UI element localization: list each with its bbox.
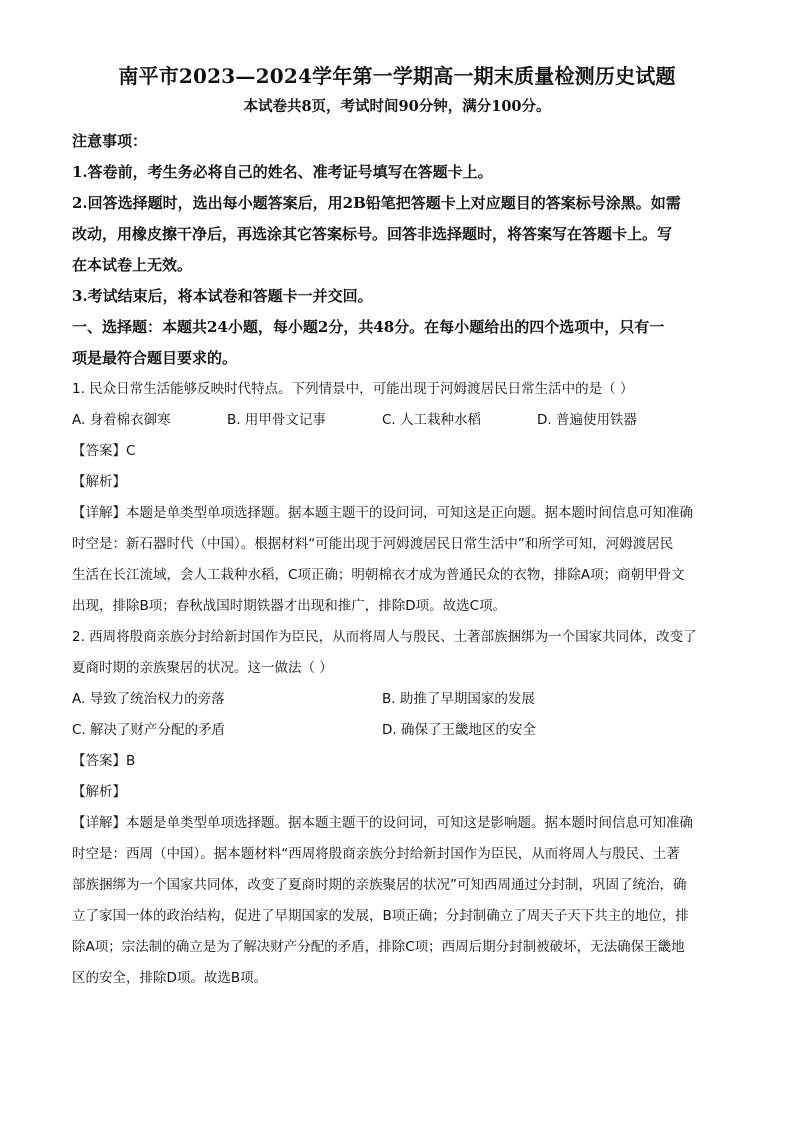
detail-line: 【详解】本题是单类型单项选择题。据本题主题干的设问词，可知这是影响题。据本题时间信息可知准确 bbox=[72, 815, 693, 831]
section-heading-line: 一、选择题：本题共24小题，每小题2分，共48分。在每小题给出的四个选项中，只有一 bbox=[72, 318, 665, 336]
option-d: D. 确保了王畿地区的安全 bbox=[382, 722, 536, 738]
option-c: C. 人工栽种水稻 bbox=[382, 412, 482, 428]
detail-line: 生活在长江流域，会人工栽种水稻，C项正确；明朝棉衣才成为普通民众的衣物，排除A项；商朝甲骨文 bbox=[72, 567, 685, 583]
exam-subtitle: 本试卷共8页，考试时间90分钟，满分100分。 bbox=[243, 98, 551, 115]
options-row bbox=[72, 715, 692, 746]
answer-label: 【答案】B bbox=[72, 753, 136, 769]
notes-heading: 注意事项： bbox=[72, 132, 148, 150]
answer-label: 【答案】C bbox=[72, 443, 136, 459]
question-stem: 夏商时期的亲族聚居的状况。这一做法（ ） bbox=[72, 660, 333, 676]
options-row bbox=[72, 405, 692, 436]
detail-line: 区的安全，排除D项。故选B项。 bbox=[72, 970, 268, 986]
question-1 bbox=[72, 374, 722, 622]
exam-title: 南平市2023—2024学年第一学期高一期末质量检测历史试题 bbox=[118, 64, 676, 88]
notes-item: 在本试卷上无效。 bbox=[72, 256, 193, 274]
option-b: B. 助推了早期国家的发展 bbox=[382, 691, 535, 707]
analysis-label: 【解析】 bbox=[72, 784, 126, 800]
option-a: A. 身着棉衣御寒 bbox=[72, 412, 171, 428]
detail-line: 时空是：新石器时代（中国）。根据材料“可能出现于河姆渡居民日常生活中”和所学可知，河姆渡居民 bbox=[72, 536, 674, 552]
option-b: B. 用甲骨文记事 bbox=[227, 412, 326, 428]
section-heading-line: 项是最符合题目要求的。 bbox=[72, 349, 238, 367]
detail-line: 部族捆绑为一个国家共同体，改变了夏商时期的亲族聚居的状况”可知西周通过分封制，巩固了统治，确 bbox=[72, 877, 687, 893]
question-stem: 2. 西周将殷商亲族分封给新封国作为臣民，从而将周人与殷民、土著部族捆绑为一个国家共同体，改变了 bbox=[72, 629, 697, 645]
detail-line: 时空是：西周（中国）。据本题材料“西周将殷商亲族分封给新封国作为臣民，从而将周人与殷民、土著 bbox=[72, 846, 680, 862]
option-d: D. 普遍使用铁器 bbox=[537, 412, 637, 428]
detail-line: 除A项；宗法制的确立是为了解决财产分配的矛盾，排除C项；西周后期分封制被破坏，无法确保王畿地 bbox=[72, 939, 685, 955]
question-stem: 1. 民众日常生活能够反映时代特点。下列情景中，可能出现于河姆渡居民日常生活中的是（ ） bbox=[72, 381, 634, 397]
option-c: C. 解决了财产分配的矛盾 bbox=[72, 722, 226, 738]
notes-item: 1.答卷前，考生务必将自己的姓名、准考证号填写在答题卡上。 bbox=[72, 163, 493, 181]
notes-item: 改动，用橡皮擦干净后，再选涂其它答案标号。回答非选择题时，将答案写在答题卡上。写 bbox=[72, 225, 673, 243]
options-row bbox=[72, 684, 692, 715]
analysis-label: 【解析】 bbox=[72, 474, 126, 490]
notes-item: 3.考试结束后，将本试卷和答题卡一并交回。 bbox=[72, 287, 373, 305]
detail-line: 【详解】本题是单类型单项选择题。据本题主题干的设问词，可知这是正向题。据本题时间信息可知准确 bbox=[72, 505, 693, 521]
detail-line: 立了家国一体的政治结构，促进了早期国家的发展，B项正确；分封制确立了周天子天下共主的地位，排 bbox=[72, 908, 689, 924]
detail-line: 出现，排除B项；春秋战国时期铁器才出现和推广，排除D项。故选C项。 bbox=[72, 598, 507, 614]
notes-item: 2.回答选择题时，选出每小题答案后，用2B铅笔把答题卡上对应题目的答案标号涂黑。如需 bbox=[72, 194, 681, 212]
option-a: A. 导致了统治权力的旁落 bbox=[72, 691, 225, 707]
question-2 bbox=[72, 622, 722, 994]
page-content bbox=[72, 62, 722, 994]
